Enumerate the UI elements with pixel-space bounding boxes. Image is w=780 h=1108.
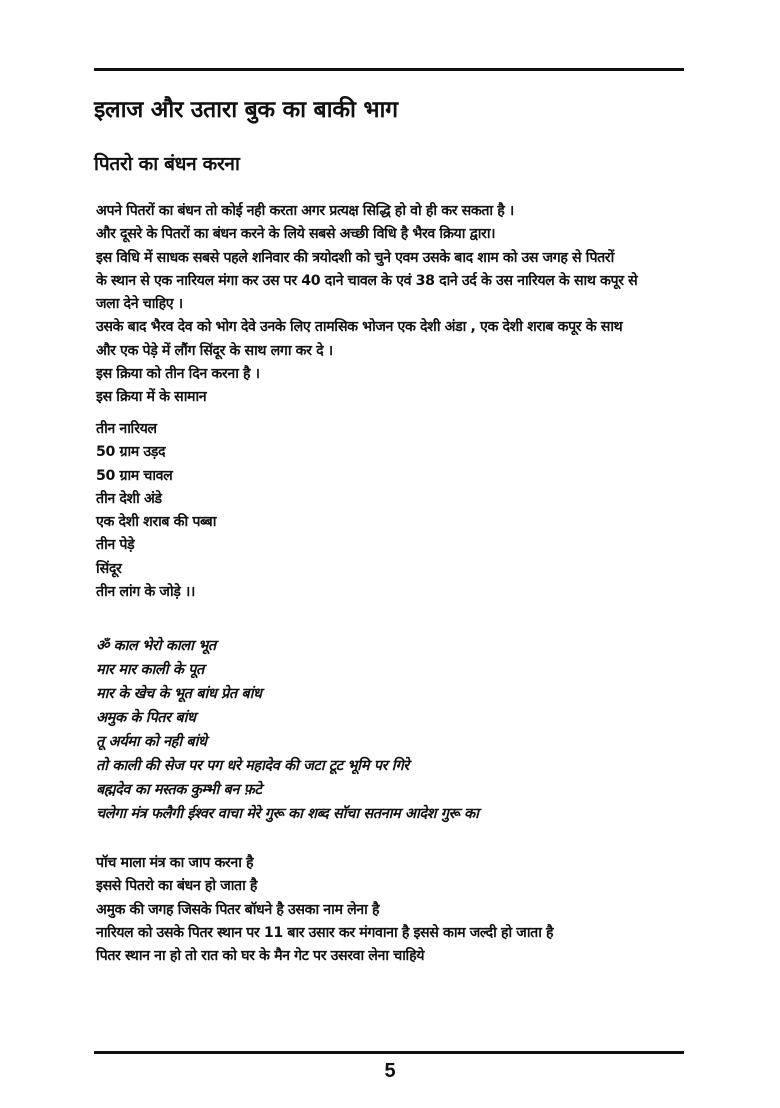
mantra-line: ॐ काल भेरो काला भूत: [96, 638, 216, 654]
mantra-line: अमुक के पितर बांध: [96, 710, 196, 726]
text-line: और दूसरे के पितरों का बंधन करने के लिये सबसे अच्छी विधि है भैरव क्रिया द्वारा।: [96, 226, 496, 243]
text-line: इस क्रिया को तीन दिन करना है ।: [96, 366, 260, 383]
text-line: इस विधि में साधक सबसे पहले शनिवार की त्रयोदशी को चुने एवम उसके बाद शाम को उस जगह से पितरों: [96, 249, 614, 266]
text-line: उसके बाद भैरव देव को भोग देवे उनके लिए तामसिक भोजन एक देशी अंडा , एक देशी शराब कपूर के साथ: [96, 319, 623, 336]
text-line: नारियल को उसके पितर स्थान पर 11 बार उसार कर मंगवाना है इससे काम जल्दी हो जाता है: [96, 924, 554, 941]
text-line: अपने पितरों का बंधन तो कोई नही करता अगर प्रत्यक्ष सिद्धि हो वो ही कर सकता है ।: [96, 203, 514, 219]
bottom-divider: [94, 1051, 684, 1054]
list-item: तीन लांग के जोड़े ।।: [96, 584, 195, 601]
mantra-line: बह्मदेव का मस्तक कुम्भी बन फ़टे: [96, 782, 262, 798]
materials-list: [96, 418, 696, 604]
mantra-line: तू अर्यमा को नही बांधे: [96, 734, 207, 750]
list-item: एक देशी शराब की पब्बा: [96, 514, 216, 531]
text-line: इस क्रिया में के सामान: [96, 389, 207, 406]
text-line: के स्थान से एक नारियल मंगा कर उस पर 40 दाने चावल के एवं 38 दाने उर्द के उस नारियल के साथ कपूर से: [96, 272, 638, 289]
list-item: तीन पेड़े: [96, 537, 135, 554]
mantra-line: चलेगा मंत्र फलैगी ईश्वर वाचा मेरे गुरू का शब्द सॉचा सतनाम आदेश गुरू का: [96, 806, 479, 822]
mantra-line: तो काली की सेज पर पग धरे महादेव की जटा टूट भूमि पर गिरे: [96, 758, 409, 774]
mantra-block: [96, 634, 696, 826]
intro-paragraph: [96, 200, 696, 410]
text-line: और एक पेड़े में लौंग सिंदूर के साथ लगा कर दे ।: [96, 342, 333, 359]
text-line: जला देने चाहिए ।: [96, 296, 183, 313]
list-item: तीन देशी अंडे: [96, 490, 162, 507]
text-line: पॉच माला मंत्र का जाप करना है: [96, 855, 254, 871]
mantra-line: मार मार काली के पूत: [96, 662, 204, 678]
text-line: अमुक की जगह जिसके पितर बॉधने है उसका नाम लेना है: [96, 901, 380, 918]
text-line: इससे पितरो का बंधन हो जाता है: [96, 878, 258, 895]
page-number: 5: [384, 1060, 396, 1082]
section-heading: पितरो का बंधन करना: [94, 153, 240, 175]
page-title: इलाज और उतारा बुक का बाकी भाग: [94, 97, 398, 123]
top-divider: [94, 68, 684, 71]
list-item: 50 ग्राम उड़द: [96, 444, 166, 461]
text-line: पितर स्थान ना हो तो रात को घर के मैन गेट पर उसरवा लेना चाहिये: [96, 948, 425, 965]
list-item: तीन नारियल: [96, 421, 157, 437]
list-item: 50 ग्राम चावल: [96, 467, 173, 484]
instructions-block: [96, 852, 696, 968]
list-item: सिंदूर: [96, 560, 122, 577]
mantra-line: मार के खेच के भूत बांध प्रेत बांध: [96, 686, 262, 702]
